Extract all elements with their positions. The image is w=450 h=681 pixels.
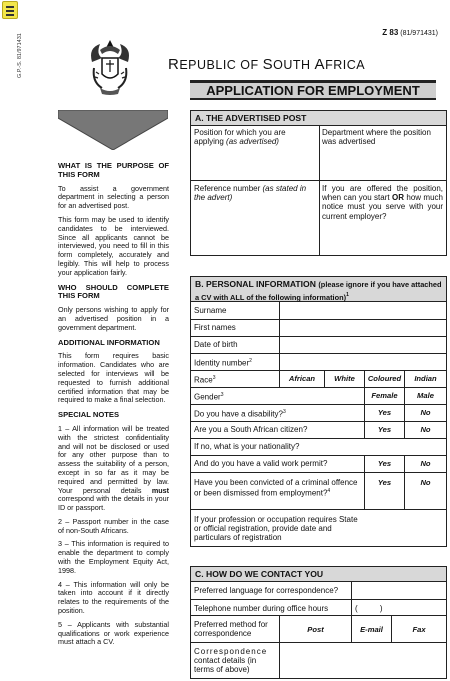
position-field[interactable]: Position for which you are applying (as advertised) [194, 128, 286, 147]
note-5: 5 – Applicants with substantial qualifications or work experience must attach a CV. [58, 619, 169, 647]
gender-label: Gender$^3$ [194, 392, 224, 402]
who-text: Only persons wishing to apply for an advertised position in a government department. [58, 305, 169, 332]
convicted-label: Have you been convicted of a criminal offence or been dismissed from employment?$^4$ [194, 478, 358, 498]
method-fax[interactable]: Fax [412, 625, 426, 634]
method-label: Preferred method for correspondence [194, 620, 268, 639]
method-post[interactable]: Post [307, 625, 324, 634]
section-advertised-post [190, 110, 447, 256]
section-a-heading: A. THE ADVERTISED POST [191, 111, 446, 126]
arrow-down-icon [58, 110, 168, 150]
gender-option-male[interactable]: Male [417, 391, 434, 400]
section-c-heading: C. HOW DO WE CONTACT YOU [191, 567, 446, 582]
page-title: APPLICATION FOR EMPLOYMENT [190, 80, 436, 100]
nationality-field[interactable]: If no, what is your nationality? [194, 442, 300, 451]
citizen-label: Are you a South African citizen? [194, 425, 308, 434]
contact-details-label: Correspondence contact details (in terms of above) [194, 647, 268, 675]
disability-label: Do you have a disability?$^3$ [194, 409, 286, 419]
permit-no[interactable]: No [420, 459, 431, 468]
purpose-heading: WHAT IS THE PURPOSE OF THIS FORM [58, 161, 169, 179]
surname-input[interactable] [280, 303, 446, 319]
language-label: Preferred language for correspondence? [194, 586, 339, 595]
permit-label: And do you have a valid work permit? [194, 459, 328, 468]
department-field[interactable]: Department where the position was advertised [322, 128, 431, 147]
document-note-icon[interactable] [2, 1, 18, 19]
section-contact [190, 566, 447, 679]
note-2: 2 – Passport number in the case of non-South Africans. [58, 516, 169, 535]
reference-number-field[interactable]: Reference number (as stated in the advert) [194, 184, 307, 203]
first-names-input[interactable] [280, 320, 446, 336]
citizen-yes[interactable]: Yes [377, 425, 392, 434]
dob-label: Date of birth [194, 340, 238, 349]
race-option-african[interactable]: African [288, 374, 316, 383]
form-number: Z 83 (81/971431) [382, 28, 438, 37]
printer-code: G.P.-S. 81/971431 [17, 33, 23, 78]
disability-yes[interactable]: Yes [377, 408, 392, 417]
info-heading: ADDITIONAL INFORMATION [58, 337, 160, 347]
who-heading: WHO SHOULD COMPLETE THIS FORM [58, 282, 169, 301]
method-email[interactable]: E-mail [360, 625, 383, 634]
convicted-no[interactable]: No [420, 478, 431, 487]
note-4: 4 – This information will only be taken into account if it directly relates to the requirements of the position. [58, 579, 169, 616]
info-text: This form requires basic information. Candidates who are selected for interviews will be requested to furnish additional certified information that may be required to make a final selection. [58, 351, 169, 405]
telephone-input[interactable]: ( ) [355, 604, 383, 613]
gender-option-female[interactable]: Female [371, 391, 398, 400]
notice-period-field[interactable]: If you are offered the position, when can you start OR how much notice must you serve with your current employer? [322, 184, 443, 221]
registration-field[interactable]: If your profession or occupation requires State or official registration, provide date and particulars of registration [194, 515, 358, 543]
coat-of-arms-icon [86, 38, 134, 98]
language-input[interactable] [352, 582, 446, 599]
permit-yes[interactable]: Yes [377, 459, 392, 468]
id-number-input[interactable] [280, 354, 446, 370]
contact-details-input[interactable] [280, 643, 446, 679]
sidebar-instructions [58, 156, 169, 647]
citizen-no[interactable]: No [420, 425, 431, 434]
race-option-indian[interactable]: Indian [414, 374, 437, 383]
race-label: Race$^3$ [194, 375, 216, 385]
section-b-heading: B. PERSONAL INFORMATION (please ignore if you have attached a CV with ALL of the following information)$^1$ [191, 277, 446, 302]
convicted-yes[interactable]: Yes [377, 478, 392, 487]
note-3: 3 – This information is required to enable the department to comply with the Employment Equity Act, 1998. [58, 539, 169, 575]
first-names-label: First names [194, 323, 236, 332]
race-option-white[interactable]: White [334, 374, 355, 383]
country-name: REPUBLIC OF SOUTH AFRICA [168, 56, 366, 73]
race-option-coloured[interactable]: Coloured [367, 374, 402, 383]
id-number-label: Identity number$^2$ [194, 358, 252, 368]
section-personal-information [190, 276, 447, 547]
telephone-label: Telephone number during office hours [194, 604, 329, 613]
notes-heading: SPECIAL NOTES [58, 410, 120, 420]
disability-no[interactable]: No [420, 408, 431, 417]
purpose-text-2: This form may be used to identify candidates to be interviewed. Since all applicants cannot be interviewed, you need to fill in this form completely, accurately and legibly. This will help to process your application fairly. [58, 214, 169, 277]
purpose-text-1: To assist a government department in selecting a person for an advertised post. [58, 183, 169, 211]
note-1: 1 – All information will be treated with the strictest confidentiality and will not be disclosed or used for any other purpose than to assess the suitability of a person, except in so far as it may be required and permitted by law. Your personal details must correspond with the details in your ID or passport. [58, 423, 169, 513]
surname-label: Surname [194, 306, 227, 315]
dob-input[interactable] [280, 337, 446, 353]
